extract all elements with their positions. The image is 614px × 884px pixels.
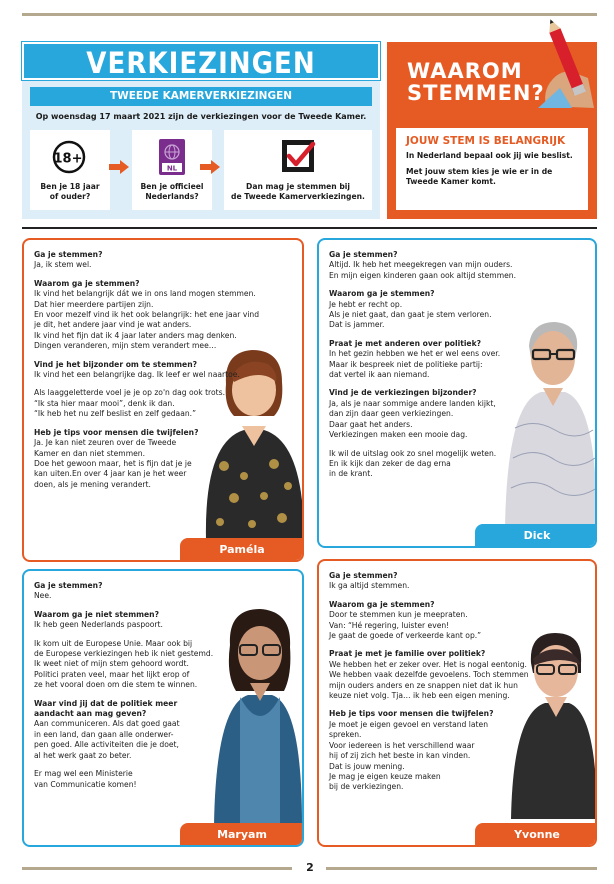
interview-question: Praat je met anderen over politiek? [329, 338, 482, 348]
svg-text:18+: 18+ [53, 151, 83, 167]
section-rule [22, 227, 597, 229]
interview-answer-line: pen goed. Alle activiteiten die je doet, [34, 740, 179, 750]
interview-answer-line: Dingen veranderen, mijn stem verandert mee… [34, 341, 217, 351]
interview-answer-line: Je moet je eigen gevoel en verstand laten [329, 719, 489, 729]
step-caption-line: de Tweede Kamerverkiezingen. [231, 192, 365, 201]
verkiezingen-panel [22, 42, 380, 219]
waarom-text: Met jouw stem kies je wie er in de Tweede Kamer komt. [406, 167, 553, 186]
arrow-right-icon [108, 159, 130, 175]
interview-answer-line: Ik wil de uitslag ook zo snel mogelijk weten. [329, 448, 497, 458]
paragraph-gap [34, 602, 213, 610]
interview-answer-line: hij of zij zich het beste in kan vinden. [329, 751, 471, 761]
interview-answer-line: Daar gaat het anders. [329, 419, 413, 429]
arrow-right-icon [199, 159, 221, 175]
interview-card-pamela [22, 238, 304, 562]
bottom-rule [22, 867, 292, 870]
interview-answer-line: spreken. [329, 730, 362, 740]
ballot-checkmark-icon [280, 138, 316, 177]
interview-card-maryam [22, 569, 304, 847]
interview-question: Vind je de verkiezingen bijzonder? [329, 388, 477, 398]
portrait-photo [505, 318, 597, 532]
interview-answer-line: In het gezin hebben we het er wel eens over. [329, 349, 501, 359]
interview-answer-line: Aan communiceren. Als dat goed gaat [34, 719, 180, 729]
interview-answer-line: dat vertel ik aan niemand. [329, 370, 430, 380]
waarom-title-line: WAAROM [407, 59, 523, 83]
interview-answer-line: En mijn eigen kinderen gaan ook altijd stemmen. [329, 270, 516, 280]
interview-answer-line: Van: “Hé regering, luister even! [329, 620, 450, 630]
paragraph-gap [329, 701, 529, 709]
interview-text [329, 571, 529, 793]
paragraph-gap [329, 380, 516, 388]
interview-question: Vind je het bijzonder om te stemmen? [34, 359, 198, 369]
interview-answer-line: de Europese verkiezingen heb ik niet gestemd. [34, 649, 214, 659]
interview-question: Waar vind jij dat de politiek meer [34, 698, 178, 708]
interview-answer-line: “Ik heb het nu zelf beslist en zelf gedaan.” [34, 409, 197, 419]
interview-answer-line: kan uiten.En over 4 jaar kan je het weer [34, 469, 187, 479]
interview-answer-line: in de krant. [329, 469, 373, 479]
paragraph-gap [34, 761, 213, 769]
step-vote [224, 130, 372, 210]
waarom-text: In Nederland bepaal ook jij wie beslist. [406, 151, 573, 160]
interview-answer-line: We hebben vaak dezelfde gevoelens. Toch stemmen [329, 670, 529, 680]
waarom-box [396, 128, 588, 210]
interview-answer-line: Ik kom uit de Europese Unie. Maar ook bij [34, 638, 193, 648]
bottom-rule [326, 867, 597, 870]
interview-card-yvonne [317, 559, 597, 847]
svg-text:NL: NL [166, 164, 178, 173]
interview-question: Heb je tips voor mensen die twijfelen? [329, 709, 494, 719]
paragraph-gap [34, 271, 259, 279]
interview-question: Heb je tips voor mensen die twijfelen? [34, 427, 199, 437]
paragraph-gap [34, 352, 259, 360]
step-caption-line: Dan mag je stemmen bij [246, 182, 350, 191]
passport-icon [157, 138, 187, 179]
interview-answer-line: Verkiezingen maken een mooie dag. [329, 430, 468, 440]
interview-answer-line: Je mag je eigen keuze maken [329, 771, 441, 781]
interview-answer-line: En voor mezelf vind ik het ook belangrijk: het ene jaar vind [34, 310, 260, 320]
paragraph-gap [34, 380, 259, 388]
interview-answer-line: Dat hier meerdere partijen zijn. [34, 299, 154, 309]
interview-answer-line: Kamer en dan niet stemmen. [34, 448, 145, 458]
paragraph-gap [329, 441, 516, 449]
step-caption-line: Nederlands? [145, 192, 199, 201]
interview-answer-line: Ja, als je naar sommige andere landen kijkt, [329, 398, 496, 408]
interview-answer-line: Ik vind het een belangrijke dag. Ik leef er wel naartoe. [34, 370, 240, 380]
interview-answer-line: keuze niet volg. Tja… ik heb een eigen mening. [329, 691, 510, 701]
paragraph-gap [329, 281, 516, 289]
interview-answer-line: in een land, dan gaan alle onderwer- [34, 729, 174, 739]
interview-answer-line: dan zijn daar geen verkiezingen. [329, 409, 454, 419]
interview-question: Ga je stemmen? [34, 250, 103, 259]
page-number: 2 [306, 861, 314, 874]
interview-answer-line: Altijd. Ik heb het meegekregen van mijn ouders. [329, 260, 513, 270]
interview-answer-line: Maar ik bespreek niet de politieke partij: [329, 359, 483, 369]
interview-answer-line: En ik kijk dan zeker de dag erna [329, 458, 451, 468]
interview-answer-line: Als je niet gaat, dan gaat je stem verloren. [329, 310, 492, 320]
interview-answer-line: je dit, het andere jaar vind je wat anders. [34, 320, 192, 330]
interview-text [329, 250, 516, 480]
interview-answer-line: Ik vind het fijn dat ik 4 jaar later anders mag denken. [34, 330, 237, 340]
interview-answer-line: Voor iedereen is het verschillend waar [329, 740, 475, 750]
paragraph-gap [34, 420, 259, 428]
interview-answer-line: ze het vooral doen om die stem te winnen. [34, 680, 198, 690]
interview-answer-line: al het werk gaat zo beter. [34, 750, 132, 760]
verkiezingen-intro: Op woensdag 17 maart 2021 zijn de verkiezingen voor de Tweede Kamer. [35, 112, 367, 121]
paragraph-gap [329, 641, 529, 649]
verkiezingen-subtitle: TWEEDE KAMERVERKIEZINGEN [30, 87, 372, 106]
interview-answer-line: Dat is jouw mening. [329, 761, 405, 771]
waarom-heading: JOUW STEM IS BELANGRIJK [406, 135, 566, 147]
interview-answer-line: bij de verkiezingen. [329, 782, 404, 792]
interview-answer-line: Politici praten veel, maar het lijkt erop of [34, 669, 190, 679]
interview-answer-line: Ja, ik stem wel. [34, 260, 92, 270]
step-caption-line: of ouder? [49, 192, 91, 201]
interview-question: aandacht aan mag geven? [34, 709, 147, 719]
hand-pencil-icon [498, 18, 594, 108]
interview-answer-line: Door te stemmen kun je meepraten. [329, 610, 468, 620]
interview-question: Ga je stemmen? [329, 571, 398, 580]
interview-question: Ga je stemmen? [34, 581, 103, 590]
paragraph-gap [329, 331, 516, 339]
interview-answer-line: We hebben het er zeker over. Het is nogal eentonig. [329, 659, 527, 669]
interviewee-name: Dick [475, 524, 597, 548]
paragraph-gap [34, 631, 213, 639]
interviewee-name: Maryam [180, 823, 304, 847]
interview-answer-line: Ja. Je kan niet zeuren over de Tweede [34, 438, 177, 448]
paragraph-gap [34, 691, 213, 699]
age-18-plus-icon [52, 138, 88, 177]
interview-question: Waarom ga je stemmen? [34, 278, 140, 288]
interview-card-dick [317, 238, 597, 548]
interview-answer-line: Er mag wel een Ministerie [34, 769, 133, 779]
interview-answer-line: Dat is jammer. [329, 320, 385, 330]
top-rule [22, 13, 597, 16]
interview-answer-line: Ik heb geen Nederlands paspoort. [34, 620, 163, 630]
interview-answer-line: Ik vind het belangrijk dát we in ons land mogen stemmen. [34, 289, 256, 299]
interviewee-name: Paméla [180, 538, 304, 562]
interview-answer-line: Doe het gewoon maar, het is fijn dat je je [34, 458, 192, 468]
step-caption-line: Ben je 18 jaar [40, 182, 100, 191]
interview-answer-line: Je hebt er recht op. [329, 299, 403, 309]
interview-answer-line: van Communicatie komen! [34, 779, 137, 789]
interview-question: Waarom ga je stemmen? [329, 289, 435, 299]
interviewee-name: Yvonne [475, 823, 597, 847]
paragraph-gap [329, 592, 529, 600]
interview-answer-line: Ik ga altijd stemmen. [329, 581, 410, 591]
interview-answer-line: mijn ouders anders en ze snappen niet dat ik hun [329, 680, 518, 690]
interview-text [34, 250, 259, 490]
interview-question: Ga je stemmen? [329, 250, 398, 259]
interview-answer-line: Je gaat de goede of verkeerde kant op.” [329, 631, 482, 641]
waarom-title-line: STEMMEN? [407, 81, 545, 105]
step-caption-line: Ben je officieel [140, 182, 204, 191]
verkiezingen-title: VERKIEZINGEN [22, 42, 380, 80]
interview-question: Praat je met je familie over politiek? [329, 649, 486, 659]
interview-question: Waarom ga je stemmen? [329, 599, 435, 609]
interview-answer-line: “Ik sta hier maar mooi”, denk ik dan. [34, 398, 175, 408]
interview-answer-line: Ik weet niet of mijn stem gehoord wordt. [34, 659, 189, 669]
interview-answer-line: Als laaggeletterde voel je je op zo'n dag ook trots. [34, 388, 225, 398]
interview-answer-line: doen, als je mening verandert. [34, 479, 151, 489]
interview-text [34, 581, 213, 790]
step-age [30, 130, 110, 210]
interview-question: Waarom ga je niet stemmen? [34, 609, 159, 619]
portrait-photo [212, 605, 304, 829]
interview-answer-line: Nee. [34, 591, 52, 601]
